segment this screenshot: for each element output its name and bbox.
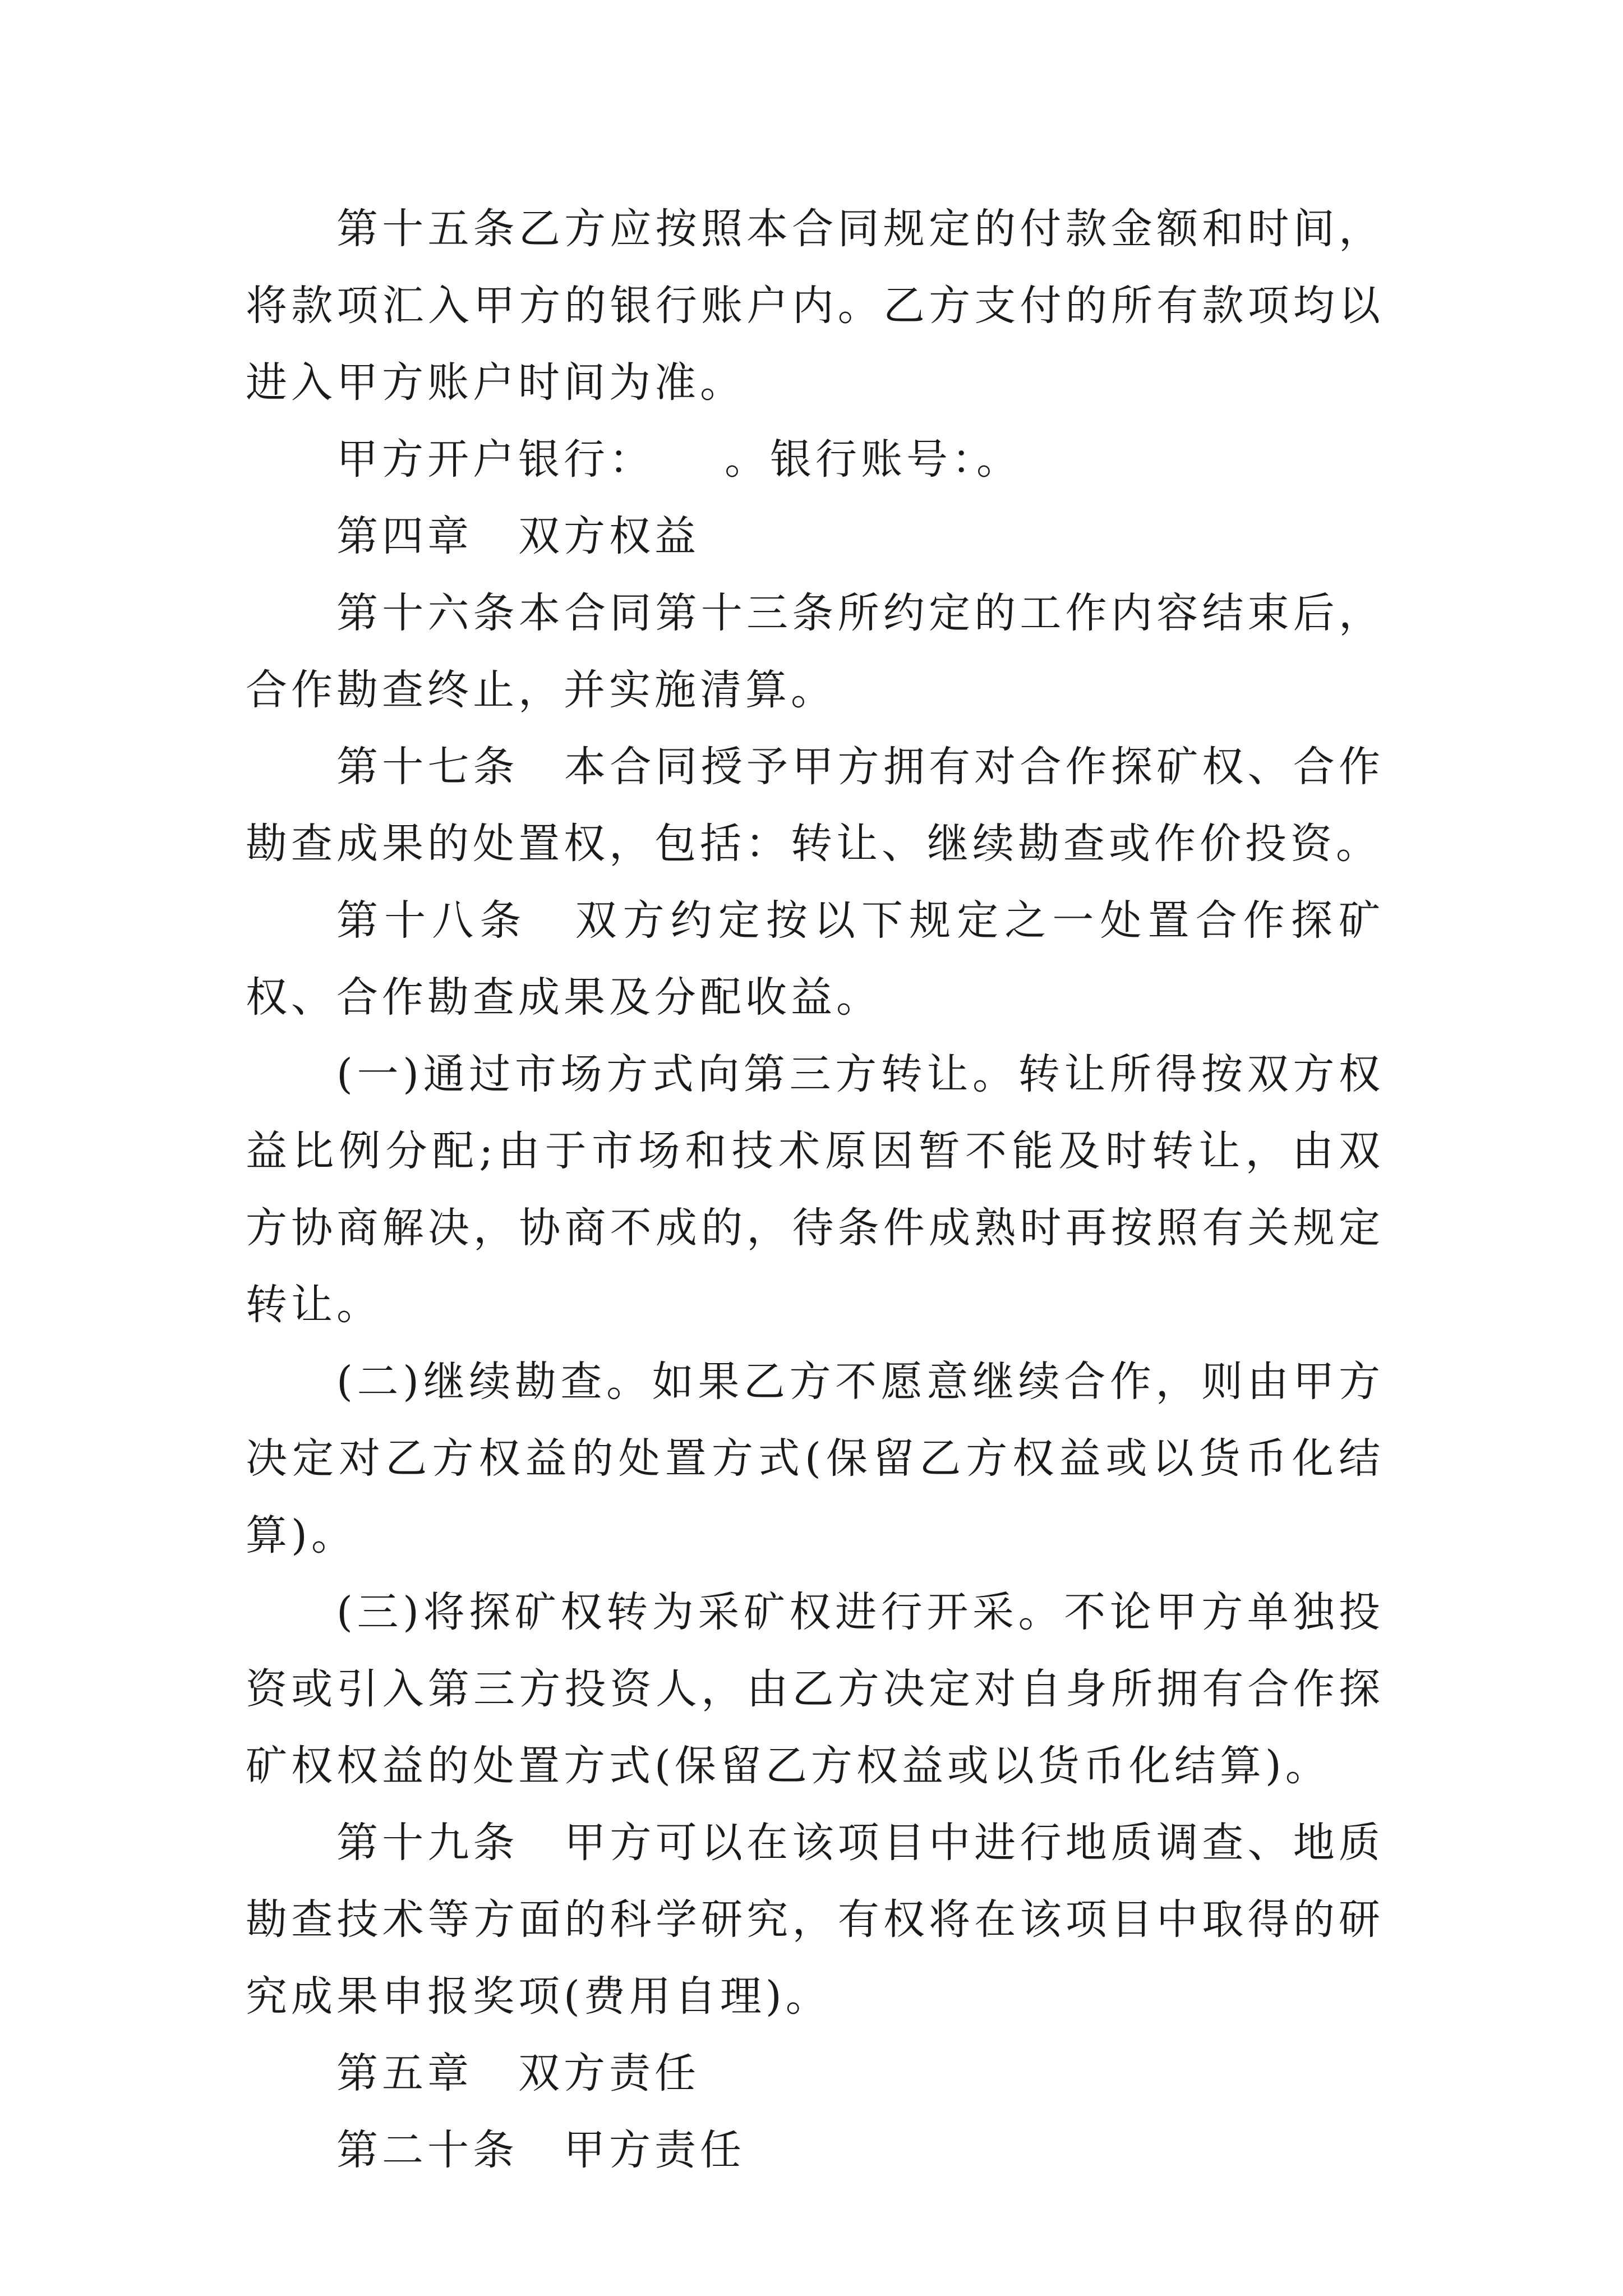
- article-18-paragraph: 第十八条 双方约定按以下规定之一处置合作探矿权、合作勘查成果及分配收益。: [246, 896, 1384, 1022]
- article-20-paragraph: 第二十条 甲方责任: [336, 2126, 745, 2174]
- article-19-paragraph: 第十九条 甲方可以在该项目中进行地质调查、地质勘查技术等方面的科学研究，有权将在该项目中取得的研究成果申报奖项(费用自理)。: [246, 1819, 1384, 2021]
- article-17-paragraph: 第十七条 本合同授予甲方拥有对合作探矿权、合作勘查成果的处置权，包括：转让、继续勘查或作价投资。: [246, 743, 1384, 868]
- bank-account-paragraph: 甲方开户银行： 。银行账号：。: [336, 435, 1022, 484]
- clause-1-paragraph: (一)通过市场方式向第三方转让。转让所得按双方权益比例分配;由于市场和技术原因暂不能及时转让，由双方协商解决，协商不成的，待条件成熟时再按照有关规定转让。: [246, 1050, 1384, 1329]
- clause-2-paragraph: (二)继续勘查。如果乙方不愿意继续合作，则由甲方决定对乙方权益的处置方式(保留乙方权益或以货币化结算)。: [246, 1358, 1384, 1559]
- clause-3-paragraph: (三)将探矿权转为采矿权进行开采。不论甲方单独投资或引入第三方投资人，由乙方决定对自身所拥有合作探矿权权益的处置方式(保留乙方权益或以货币化结算)。: [246, 1588, 1384, 1790]
- article-16-paragraph: 第十六条本合同第十三条所约定的工作内容结束后，合作勘查终止，并实施清算。: [246, 589, 1384, 714]
- chapter-5-heading: 第五章 双方责任: [336, 2049, 700, 2097]
- article-15-paragraph: 第十五条乙方应按照本合同规定的付款金额和时间，将款项汇入甲方的银行账户内。乙方支付的所有款项均以进入甲方账户时间为准。: [246, 205, 1384, 407]
- document-body: [246, 191, 1384, 2189]
- chapter-4-heading: 第四章 双方权益: [336, 512, 700, 560]
